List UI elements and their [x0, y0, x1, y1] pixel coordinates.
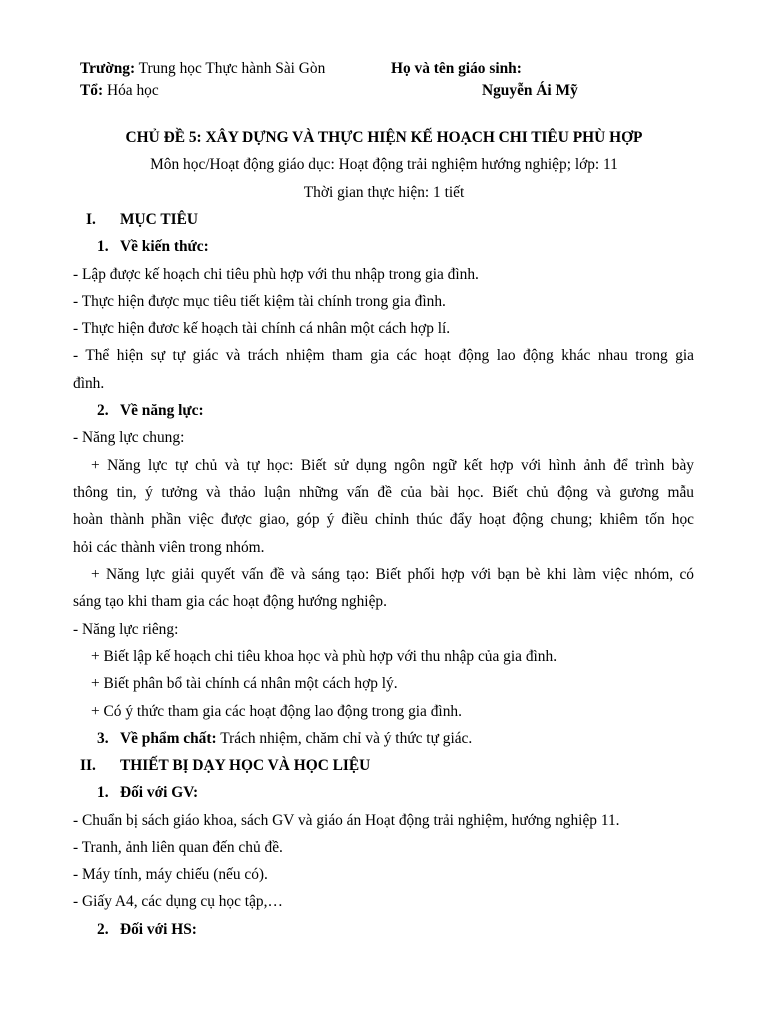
subsection-2-1-title: Đối với GV:: [120, 784, 199, 801]
section-1-number: I.: [86, 211, 96, 228]
general-competency-text: sáng tạo khi tham gia các hoạt động hướng nghiệp.: [73, 593, 387, 610]
knowledge-item: - Thực hiện đươc kế hoạch tài chính cá nhân một cách hợp lí.: [73, 320, 451, 337]
department-value: Hóa học: [106, 82, 159, 99]
general-competency-text: thông tin, ý tưởng và thảo luận những vấn đề của bài học. Biết chủ động và gương mẫu: [73, 484, 694, 501]
specific-competency-item: + Có ý thức tham gia các hoạt động lao động trong gia đình.: [91, 703, 462, 720]
duration-line: Thời gian thực hiện: 1 tiết: [303, 184, 465, 201]
subsection-1-1-title: Về kiến thức:: [120, 238, 209, 255]
subsection-2-2-title: Đối với HS:: [120, 921, 197, 938]
knowledge-item: - Thực hiện được mục tiêu tiết kiệm tài chính trong gia đình.: [73, 293, 446, 310]
subject-line: Môn học/Hoạt động giáo dục: Hoạt động trải nghiệm hướng nghiệp; lớp: 11: [150, 156, 618, 173]
general-competency-text: hoàn thành phần việc được giao, góp ý điều chỉnh thúc đẩy hoạt động chung; khiêm tốn học: [73, 511, 694, 528]
teacher-name: Nguyễn Ái Mỹ: [482, 82, 578, 99]
general-competency-text: + Năng lực giải quyết vấn đề và sáng tạo: Biết phối hợp với bạn bè khi làm việc nhóm, có: [91, 566, 694, 583]
section-2-title: THIẾT BỊ DẠY HỌC VÀ HỌC LIỆU: [120, 757, 371, 774]
subsection-2-2-number: 2.: [97, 921, 109, 938]
department-label: Tổ:: [80, 82, 104, 99]
qualities-line: [120, 729, 472, 749]
knowledge-item: - Thể hiện sự tự giác và trách nhiệm tham gia các hoạt động lao động khác nhau trong gia: [73, 347, 694, 364]
specific-competency-item: + Biết phân bổ tài chính cá nhân một cách hợp lý.: [91, 675, 398, 692]
school-label: Trường:: [80, 60, 136, 77]
specific-competency-label: - Năng lực riêng:: [73, 621, 179, 638]
teacher-material-item: - Chuẩn bị sách giáo khoa, sách GV và giáo án Hoạt động trải nghiệm, hướng nghiệp 11.: [73, 812, 620, 829]
subsection-1-3-title: Về phẩm chất:: [120, 730, 217, 747]
teacher-material-item: - Máy tính, máy chiếu (nếu có).: [73, 866, 268, 883]
teacher-label: Họ và tên giáo sinh:: [391, 60, 522, 77]
general-competency-text: + Năng lực tự chủ và tự học: Biết sử dụng ngôn ngữ kết hợp với hình ảnh để trình bày: [91, 457, 694, 474]
school-value: Trung học Thực hành Sài Gòn: [138, 60, 326, 77]
section-1-title: MỤC TIÊU: [120, 211, 198, 228]
subsection-1-2-number: 2.: [97, 402, 109, 419]
subsection-1-1-number: 1.: [97, 238, 109, 255]
specific-competency-item: + Biết lập kế hoạch chi tiêu khoa học và phù hợp với thu nhập của gia đình.: [91, 648, 558, 665]
department-line: [80, 81, 159, 101]
general-competency-label: - Năng lực chung:: [73, 429, 185, 446]
school-line: [80, 59, 325, 79]
section-2-number: II.: [80, 757, 96, 774]
subsection-2-1-number: 1.: [97, 784, 109, 801]
topic-title: CHỦ ĐỀ 5: XÂY DỰNG VÀ THỰC HIỆN KẾ HOẠCH CHI TIÊU PHÙ HỢP: [125, 129, 643, 146]
subsection-1-3-number: 3.: [97, 730, 109, 747]
teacher-material-item: - Tranh, ảnh liên quan đến chủ đề.: [73, 839, 283, 856]
qualities-text: Trách nhiệm, chăm chỉ và ý thức tự giác.: [220, 730, 473, 747]
knowledge-item: - Lập được kế hoạch chi tiêu phù hợp với thu nhập trong gia đình.: [73, 266, 479, 283]
general-competency-text: hỏi các thành viên trong nhóm.: [73, 539, 265, 556]
subsection-1-2-title: Về năng lực:: [120, 402, 204, 419]
teacher-material-item: - Giấy A4, các dụng cụ học tập,…: [73, 893, 283, 910]
knowledge-item-continued: đình.: [73, 375, 105, 392]
